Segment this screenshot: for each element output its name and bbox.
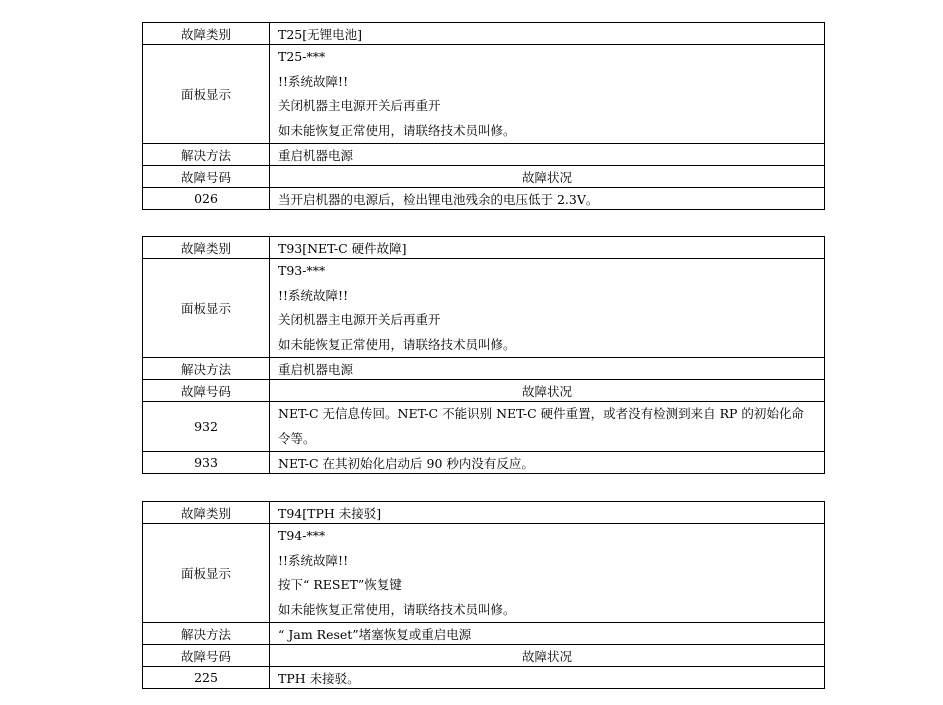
panel-row (143, 45, 825, 144)
fault-status: TPH 未接驳。 (270, 667, 825, 689)
solution-row (143, 358, 825, 380)
fault-table-t94 (142, 501, 825, 689)
solution-row (143, 144, 825, 166)
fault-status-text: NET-C 无信息传回。NET-C 不能识别 NET-C 硬件重置，或者没有检测到来自 RP 的初始化命令等。 (278, 406, 804, 446)
status-header: 故障状况 (270, 645, 825, 667)
fault-code: 026 (143, 188, 270, 210)
table-row (143, 402, 825, 452)
solution-value: “ Jam Reset”堵塞恢复或重启电源 (270, 623, 825, 645)
solution-label: 解决方法 (143, 358, 270, 380)
code-header: 故障号码 (143, 166, 270, 188)
fault-status: NET-C 在其初始化启动后 90 秒内没有反应。 (270, 452, 825, 474)
category-value: T93[NET-C 硬件故障] (270, 237, 825, 259)
panel-line: 按下“ RESET”恢复键 (278, 577, 402, 592)
panel-row (143, 524, 825, 623)
fault-code: 933 (143, 452, 270, 474)
table-row (143, 667, 825, 689)
panel-line: 关闭机器主电源开关后再重开 (278, 312, 441, 327)
header-row (143, 380, 825, 402)
panel-lines (270, 259, 825, 358)
category-label: 故障类别 (143, 502, 270, 524)
code-header: 故障号码 (143, 380, 270, 402)
solution-row (143, 623, 825, 645)
panel-line: 如未能恢复正常使用，请联络技术员叫修。 (278, 601, 516, 617)
fault-table-t25 (142, 22, 825, 210)
panel-line: 如未能恢复正常使用，请联络技术员叫修。 (278, 336, 516, 352)
panel-line: !!系统故障!! (278, 552, 349, 568)
category-value: T25[无锂电池] (270, 23, 825, 45)
solution-value: 重启机器电源 (270, 358, 825, 380)
solution-label: 解决方法 (143, 623, 270, 645)
panel-line: T93-*** (278, 263, 326, 278)
category-value: T94[TPH 未接驳] (270, 502, 825, 524)
panel-line: 如未能恢复正常使用，请联络技术员叫修。 (278, 122, 516, 138)
code-header: 故障号码 (143, 645, 270, 667)
panel-line: T25-*** (278, 49, 326, 64)
table-row (143, 188, 825, 210)
panel-line: 关闭机器主电源开关后再重开 (278, 98, 441, 113)
panel-label: 面板显示 (143, 45, 270, 144)
fault-status (270, 402, 825, 452)
fault-status: 当开启机器的电源后，检出锂电池残余的电压低于 2.3V。 (270, 188, 825, 210)
fault-code: 225 (143, 667, 270, 689)
status-header: 故障状况 (270, 166, 825, 188)
panel-line: !!系统故障!! (278, 73, 349, 89)
fault-code: 932 (143, 402, 270, 452)
category-label: 故障类别 (143, 23, 270, 45)
panel-lines (270, 524, 825, 623)
panel-label: 面板显示 (143, 259, 270, 358)
header-row (143, 645, 825, 667)
panel-line: !!系统故障!! (278, 287, 349, 303)
panel-lines (270, 45, 825, 144)
header-row (143, 166, 825, 188)
panel-row (143, 259, 825, 358)
fault-table-t93 (142, 236, 825, 474)
category-label: 故障类别 (143, 237, 270, 259)
panel-line: T94-*** (278, 528, 326, 543)
solution-label: 解决方法 (143, 144, 270, 166)
solution-value: 重启机器电源 (270, 144, 825, 166)
table-row (143, 452, 825, 474)
category-row (143, 237, 825, 259)
status-header: 故障状况 (270, 380, 825, 402)
category-row (143, 23, 825, 45)
category-row (143, 502, 825, 524)
panel-label: 面板显示 (143, 524, 270, 623)
